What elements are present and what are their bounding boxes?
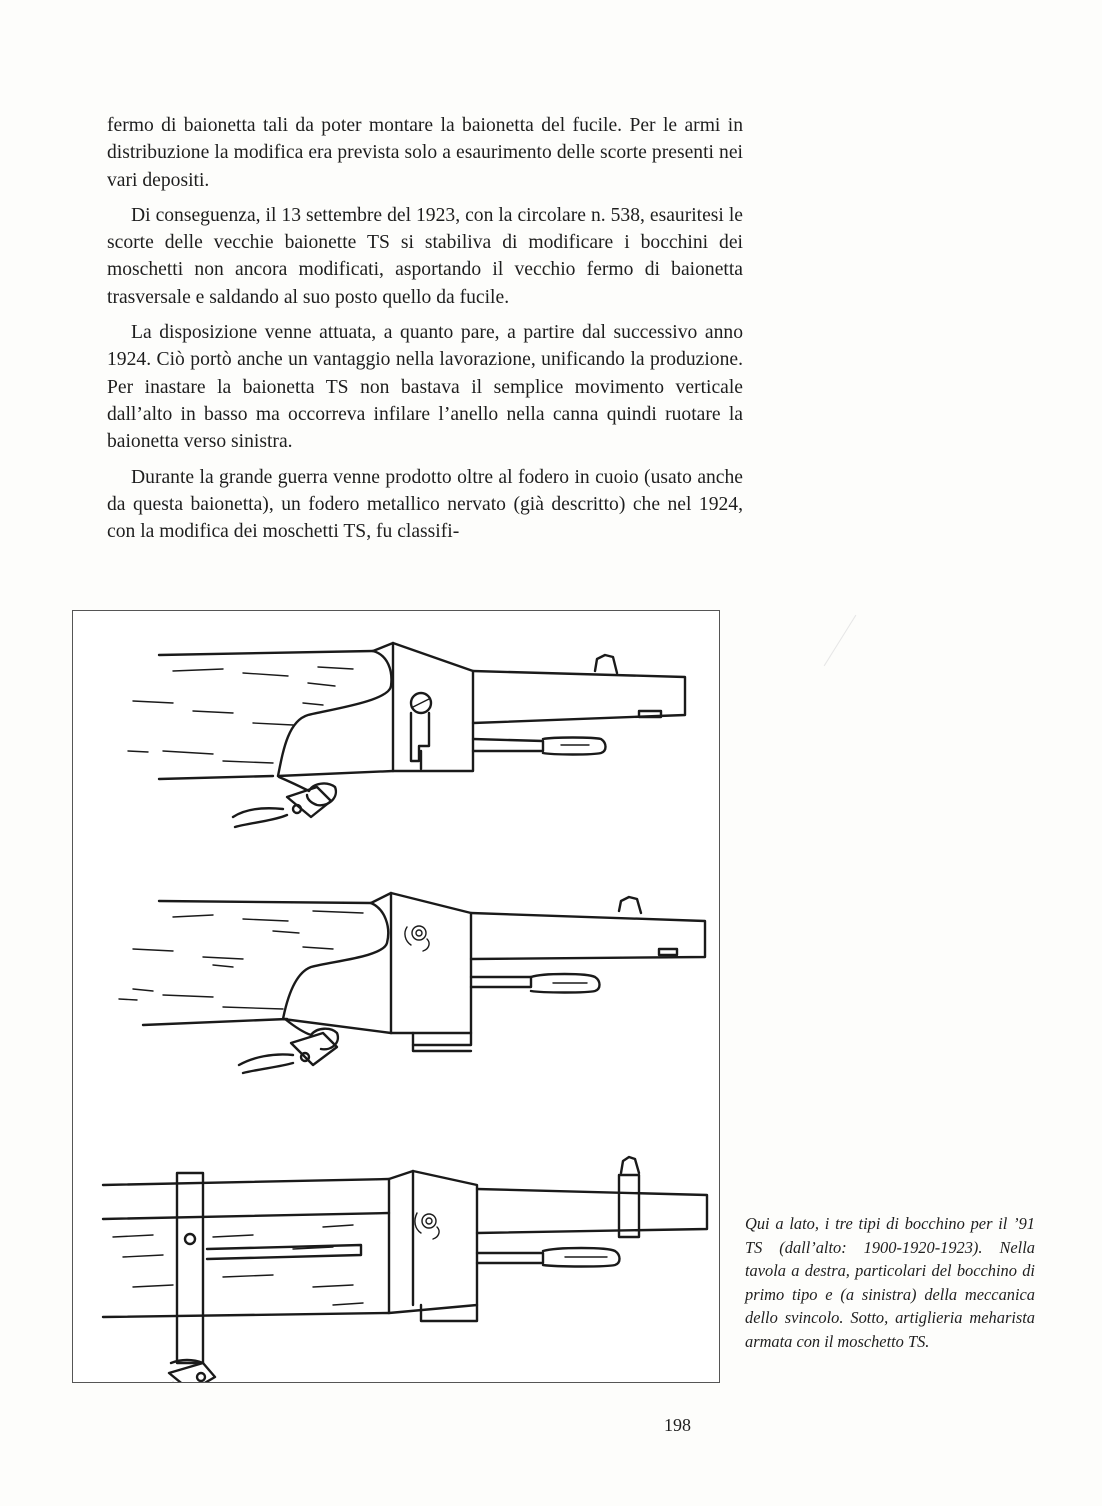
page-number: 198 <box>664 1415 691 1435</box>
body-text <box>107 112 743 553</box>
paragraph-3: La disposizione venne attuata, a quanto pare, a partire dal successivo anno 1924. Ciò portò anche un vantaggio nella lavorazione, unificando la produzione. Per inastare la baionetta TS non bastava il semplice movimento verticale dall’alto in basso ma occorreva infilare l’anello nella canna quindi ruotare la baionetta verso sinistra. <box>107 322 743 453</box>
bocchino-1900-drawing <box>128 643 685 827</box>
page-crease-mark <box>824 615 857 666</box>
bocchino-1923-drawing <box>103 1157 707 1382</box>
paragraph-4: Durante la grande guerra venne prodotto oltre al fodero in cuoio (usato anche da questa baionetta), un fodero metallico nervato (già descritto) che nel 1924, con la modifica dei moschetti TS, fu classifi- <box>107 466 743 543</box>
paragraph-2: Di conseguenza, il 13 settembre del 1923, con la circolare n. 538, esauritesi le scorte delle vecchie baionette TS si stabiliva di modificare i bocchini dei moschetti non ancora modificati, asportando il vecchio fermo di baionetta trasversale e saldando al suo posto quello da fucile. <box>107 204 743 308</box>
bocchino-1920-drawing <box>119 893 705 1073</box>
illustration-panel <box>72 610 720 1383</box>
bocchino-drawings <box>73 611 719 1382</box>
figure-caption: Qui a lato, i tre tipi di bocchino per il ’91 TS (dall’alto: 1900-1920-1923). Nella tavola a destra, particolari del bocchino di primo tipo e (a sinistra) della meccanica dello svincolo. Sotto, artiglieria meharista armata con il moschetto TS. <box>745 1214 1035 1351</box>
paragraph-1: fermo di baionetta tali da poter montare la baionetta del fucile. Per le armi in distribuzione la modifica era prevista solo a esaurimento delle scorte presenti nei vari depositi. <box>107 115 743 191</box>
